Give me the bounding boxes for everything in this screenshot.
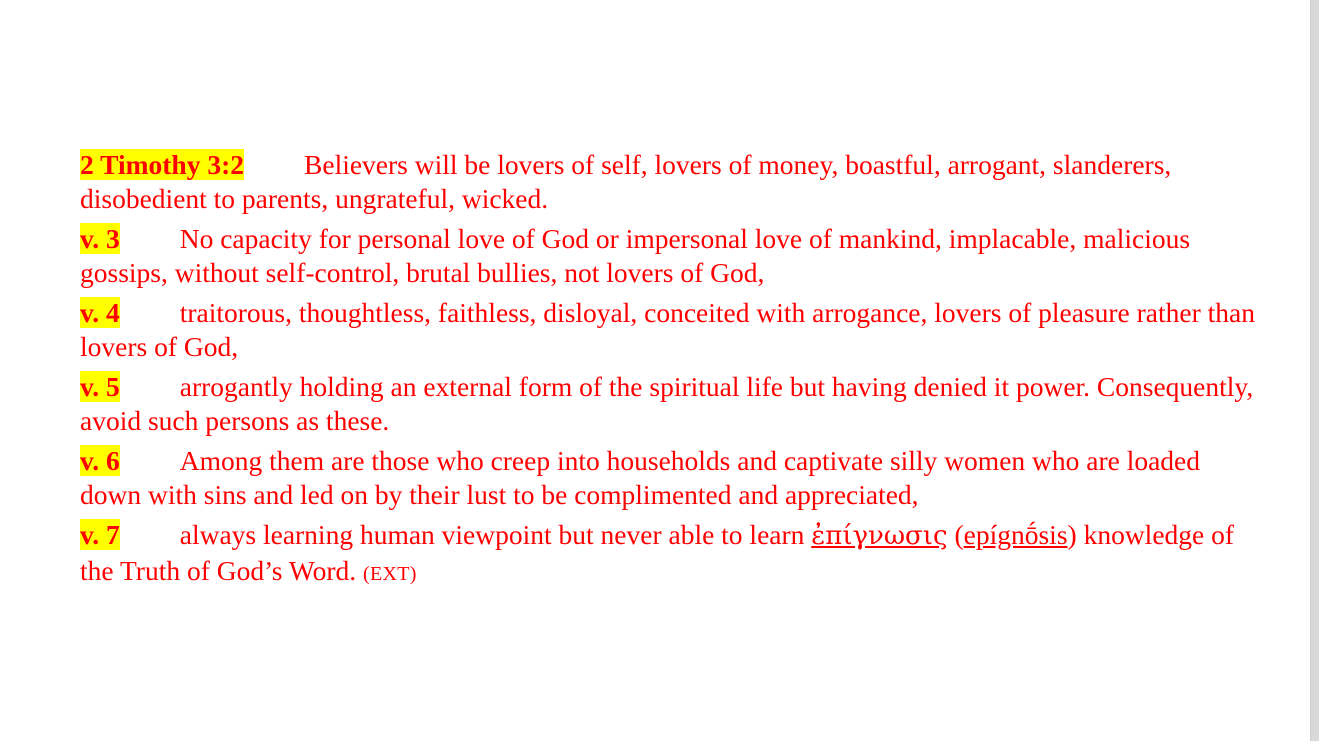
verse-body: Believers will be lovers of self, lovers of money, boastful, arrogant, slanderers, disobedient to parents, ungrateful, wicked.	[80, 149, 1172, 214]
verse-body: Among them are those who creep into households and captivate silly women who are loaded down with sins and led on by their lust to be complimented and appreciated,	[80, 445, 1201, 510]
verse-paragraph	[80, 222, 1265, 289]
verse-reference: v. 5	[80, 371, 120, 402]
verse-body-pre: always learning human viewpoint but never able to learn	[179, 519, 812, 550]
transliteration: epígnṓsis	[963, 519, 1068, 550]
verse-paragraph	[80, 148, 1265, 215]
greek-word: ἐπίγνωσις	[811, 521, 948, 551]
verse-body: traitorous, thoughtless, faithless, disloyal, conceited with arrogance, lovers of pleasure rather than lovers of God,	[80, 297, 1255, 362]
verse-body: arrogantly holding an external form of the spiritual life but having denied it power. Consequently, avoid such persons as these.	[80, 371, 1254, 436]
verse-reference: v. 4	[80, 297, 120, 328]
slide-right-edge	[1310, 0, 1319, 741]
verse-paragraph	[80, 370, 1265, 437]
verse-reference: v. 6	[80, 445, 120, 476]
verse-reference: v. 7	[80, 519, 120, 550]
verse-body-post: knowledge of the Truth of God’s Word.	[80, 519, 1235, 586]
source-tag: (EXT)	[363, 562, 417, 585]
verse-paragraph	[80, 444, 1265, 511]
transliteration-open-paren: (	[947, 519, 964, 550]
verse-reference: v. 3	[80, 223, 120, 254]
scripture-text-block	[80, 148, 1265, 591]
verse-paragraph	[80, 518, 1265, 591]
verse-body: No capacity for personal love of God or impersonal love of mankind, implacable, malicious gossips, without self-control, brutal bullies, not lovers of God,	[80, 223, 1191, 288]
transliteration-close-paren: )	[1067, 519, 1084, 550]
verse-paragraph	[80, 296, 1265, 363]
verse-reference: 2 Timothy 3:2	[80, 149, 245, 180]
